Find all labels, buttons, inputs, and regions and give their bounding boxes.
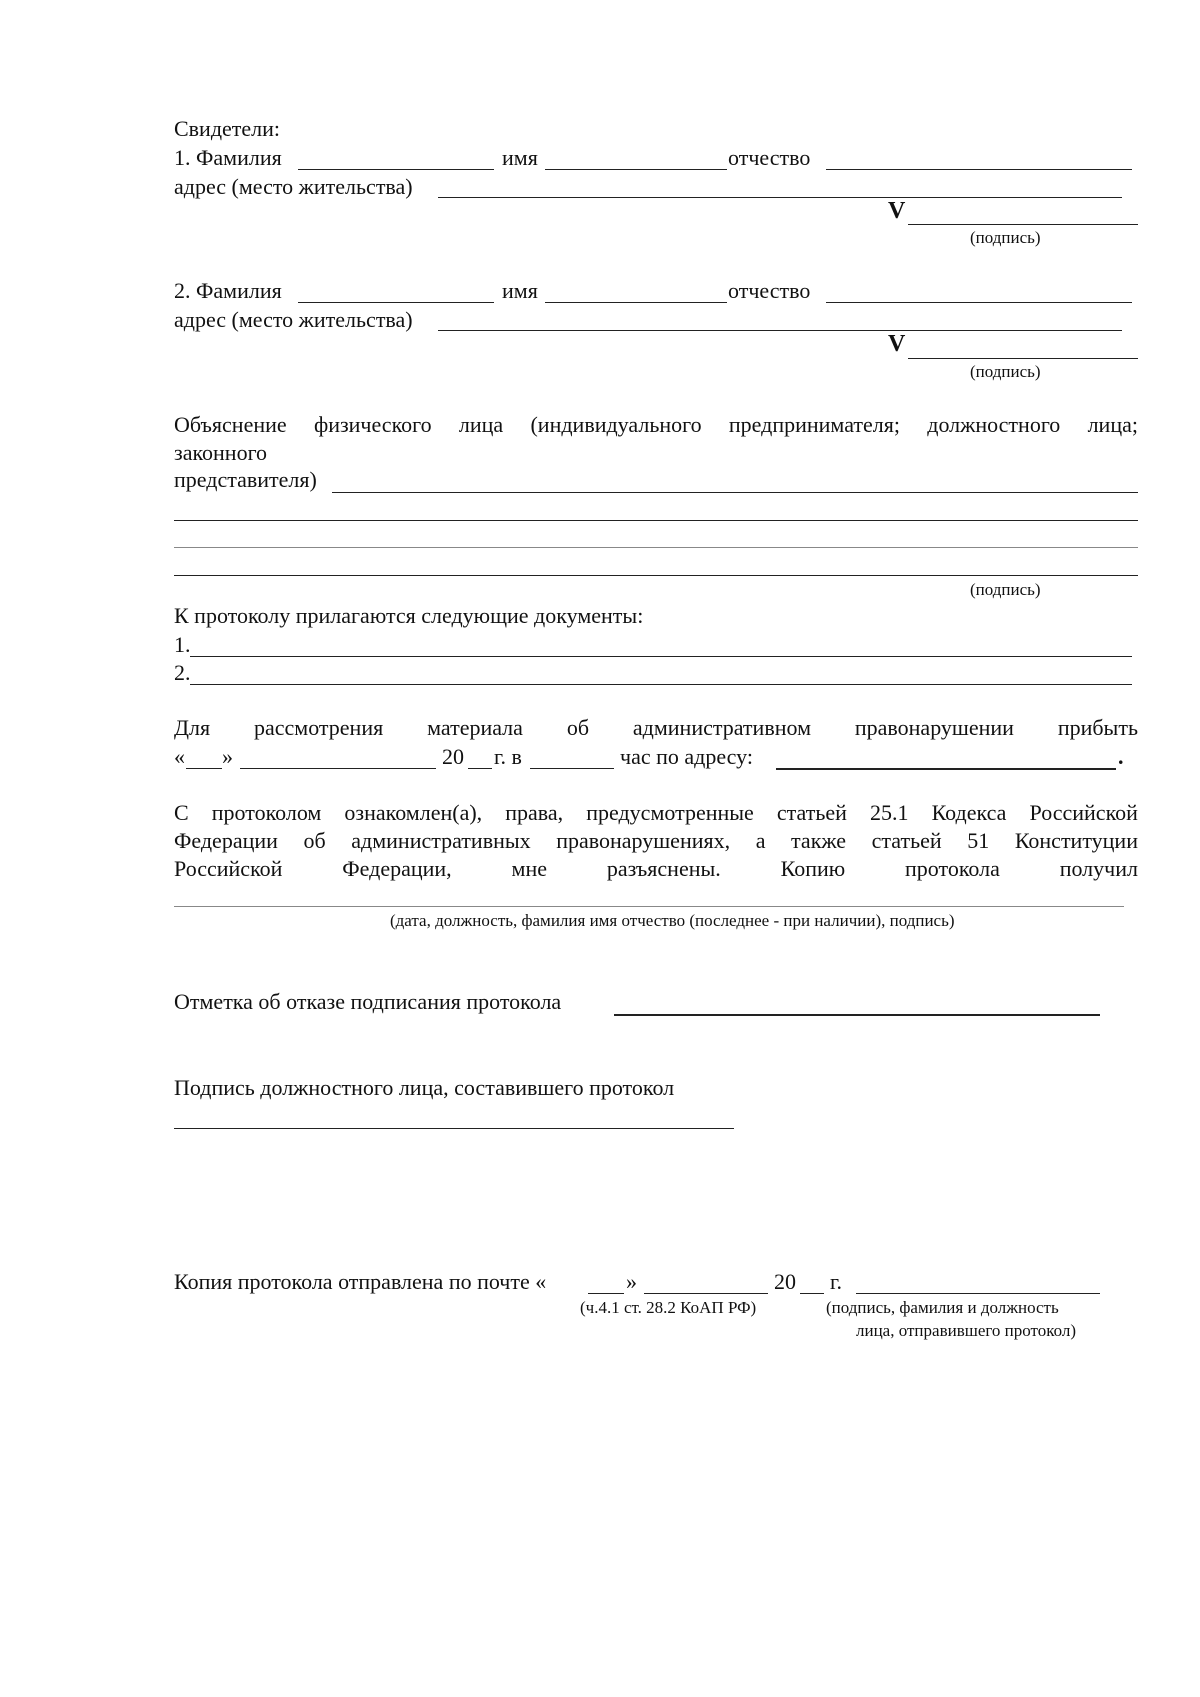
- witness2-patronymic-label: отчество: [728, 278, 811, 303]
- explanation-word: физического: [313, 412, 432, 437]
- mailing-month-line: [644, 1293, 768, 1294]
- witness2-address-line: [438, 330, 1122, 331]
- mailing-label: Копия протокола отправлена по почте «: [174, 1269, 547, 1294]
- witness2-patronymic-line: [826, 302, 1132, 303]
- witness2-surname-line: [298, 302, 494, 303]
- acknowledgement-word: статьей: [776, 800, 847, 825]
- attachment-line-2: [190, 684, 1132, 685]
- explanation-line1: [174, 412, 1138, 438]
- mailing-caption-right-2: лица, отправившего протокол): [856, 1321, 1077, 1340]
- appearance-year-line: [468, 768, 492, 769]
- attachment-item-1: 1.: [174, 632, 191, 657]
- attachments-heading: К протоколу прилагаются следующие документы:: [174, 603, 644, 628]
- appearance-word: правонарушении: [854, 715, 1014, 740]
- acknowledgement-word: мне: [511, 856, 547, 881]
- witness1-address-label: адрес (место жительства): [174, 174, 413, 199]
- attachment-line-1: [190, 656, 1132, 657]
- mailing-quote-close: »: [626, 1269, 637, 1294]
- acknowledgement-word: разъяснены.: [606, 856, 721, 881]
- official-signature-line: [174, 1128, 734, 1129]
- mailing-year-suffix: г.: [830, 1269, 843, 1294]
- refusal-line: [614, 1014, 1100, 1016]
- acknowledgement-line3: [174, 856, 1138, 882]
- explanation-signature-caption: (подпись): [970, 580, 1041, 599]
- acknowledgement-word: протоколом: [211, 800, 322, 825]
- explanation-word: лица: [458, 412, 504, 437]
- acknowledgement-word: Российской: [174, 856, 283, 881]
- explanation-line-3: [174, 547, 1138, 548]
- appearance-month-line: [240, 768, 436, 769]
- official-signature-label: Подпись должностного лица, составившего протокол: [174, 1075, 675, 1100]
- witness1-name-line: [545, 169, 727, 170]
- acknowledgement-word: Федерации,: [342, 856, 452, 881]
- acknowledgement-word: правонарушениях,: [556, 828, 731, 853]
- explanation-word: должностного: [927, 412, 1061, 437]
- appearance-word: Для: [174, 715, 211, 740]
- explanation-word: Объяснение: [174, 412, 287, 437]
- witnesses-heading: Свидетели:: [174, 116, 281, 141]
- mailing-caption-right-1: (подпись, фамилия и должность: [826, 1298, 1059, 1317]
- acknowledgement-word: ознакомлен(а),: [344, 800, 483, 825]
- acknowledgement-word: статьей: [871, 828, 942, 853]
- appearance-time-suffix: час по адресу:: [620, 744, 753, 769]
- mailing-caption-left: (ч.4.1 ст. 28.2 КоАП РФ): [580, 1298, 757, 1317]
- witness2-signature-line: [908, 358, 1138, 359]
- explanation-word: предпринимателя;: [728, 412, 900, 437]
- acknowledgement-word: 25.1: [870, 800, 909, 825]
- acknowledgement-line1: [174, 800, 1138, 826]
- appearance-year-suffix: г. в: [494, 744, 522, 769]
- witness2-address-label: адрес (место жительства): [174, 307, 413, 332]
- acknowledgement-word: права,: [505, 800, 564, 825]
- acknowledgement-word: также: [791, 828, 847, 853]
- acknowledgement-word: Российской: [1029, 800, 1138, 825]
- appearance-end-dot: .: [1118, 744, 1124, 769]
- explanation-line-4: [174, 575, 1138, 576]
- acknowledgement-word: 51: [967, 828, 990, 853]
- explanation-line-2: [174, 520, 1138, 521]
- explanation-word: лица;: [1087, 412, 1138, 437]
- witness2-signature-mark: V: [888, 331, 906, 357]
- witness1-patronymic-line: [826, 169, 1132, 170]
- appearance-line1: [174, 715, 1138, 741]
- witness1-signature-line: [908, 224, 1138, 225]
- witness2-surname-label: 2. Фамилия: [174, 278, 282, 303]
- acknowledgement-caption: (дата, должность, фамилия имя отчество (последнее - при наличии), подпись): [390, 911, 955, 930]
- acknowledgement-word: Кодекса: [931, 800, 1007, 825]
- appearance-word: материала: [427, 715, 523, 740]
- acknowledgement-word: Копию: [780, 856, 846, 881]
- appearance-word: прибыть: [1057, 715, 1138, 740]
- appearance-word: административном: [632, 715, 811, 740]
- acknowledgement-word: предусмотренные: [586, 800, 754, 825]
- acknowledgement-word: получил: [1059, 856, 1138, 881]
- witness1-address-line: [438, 197, 1122, 198]
- witness1-signature-caption: (подпись): [970, 228, 1041, 247]
- appearance-time-line: [530, 768, 614, 769]
- witness1-signature-mark: V: [888, 198, 906, 224]
- appearance-word: об: [566, 715, 590, 740]
- attachment-item-2: 2.: [174, 660, 191, 685]
- witness1-surname-line: [298, 169, 494, 170]
- acknowledgement-line: [174, 906, 1124, 907]
- appearance-quote-open: «: [174, 744, 185, 769]
- explanation-line2: законного: [174, 440, 268, 465]
- acknowledgement-word: Федерации: [174, 828, 278, 853]
- mailing-year-line: [800, 1293, 824, 1294]
- acknowledgement-word: С: [174, 800, 189, 825]
- witness1-surname-label: 1. Фамилия: [174, 145, 282, 170]
- mailing-year: 20: [774, 1269, 796, 1294]
- acknowledgement-word: Конституции: [1014, 828, 1138, 853]
- acknowledgement-word: протокола: [905, 856, 1000, 881]
- witness2-signature-caption: (подпись): [970, 362, 1041, 381]
- appearance-address-line: [776, 768, 1116, 770]
- mailing-signature-line: [856, 1293, 1100, 1294]
- acknowledgement-line2: [174, 828, 1138, 854]
- appearance-day-line: [186, 768, 222, 769]
- acknowledgement-word: административных: [351, 828, 531, 853]
- explanation-line-1: [332, 492, 1138, 493]
- witness1-patronymic-label: отчество: [728, 145, 811, 170]
- appearance-year: 20: [442, 744, 464, 769]
- witness1-name-label: имя: [502, 145, 538, 170]
- appearance-quote-close: »: [222, 744, 233, 769]
- refusal-label: Отметка об отказе подписания протокола: [174, 989, 562, 1014]
- witness2-name-line: [545, 302, 727, 303]
- explanation-line3: представителя): [174, 467, 317, 492]
- appearance-word: рассмотрения: [253, 715, 384, 740]
- acknowledgement-word: а: [755, 828, 766, 853]
- mailing-day-line: [588, 1293, 624, 1294]
- witness2-name-label: имя: [502, 278, 538, 303]
- acknowledgement-word: об: [303, 828, 326, 853]
- explanation-word: (индивидуального: [530, 412, 702, 437]
